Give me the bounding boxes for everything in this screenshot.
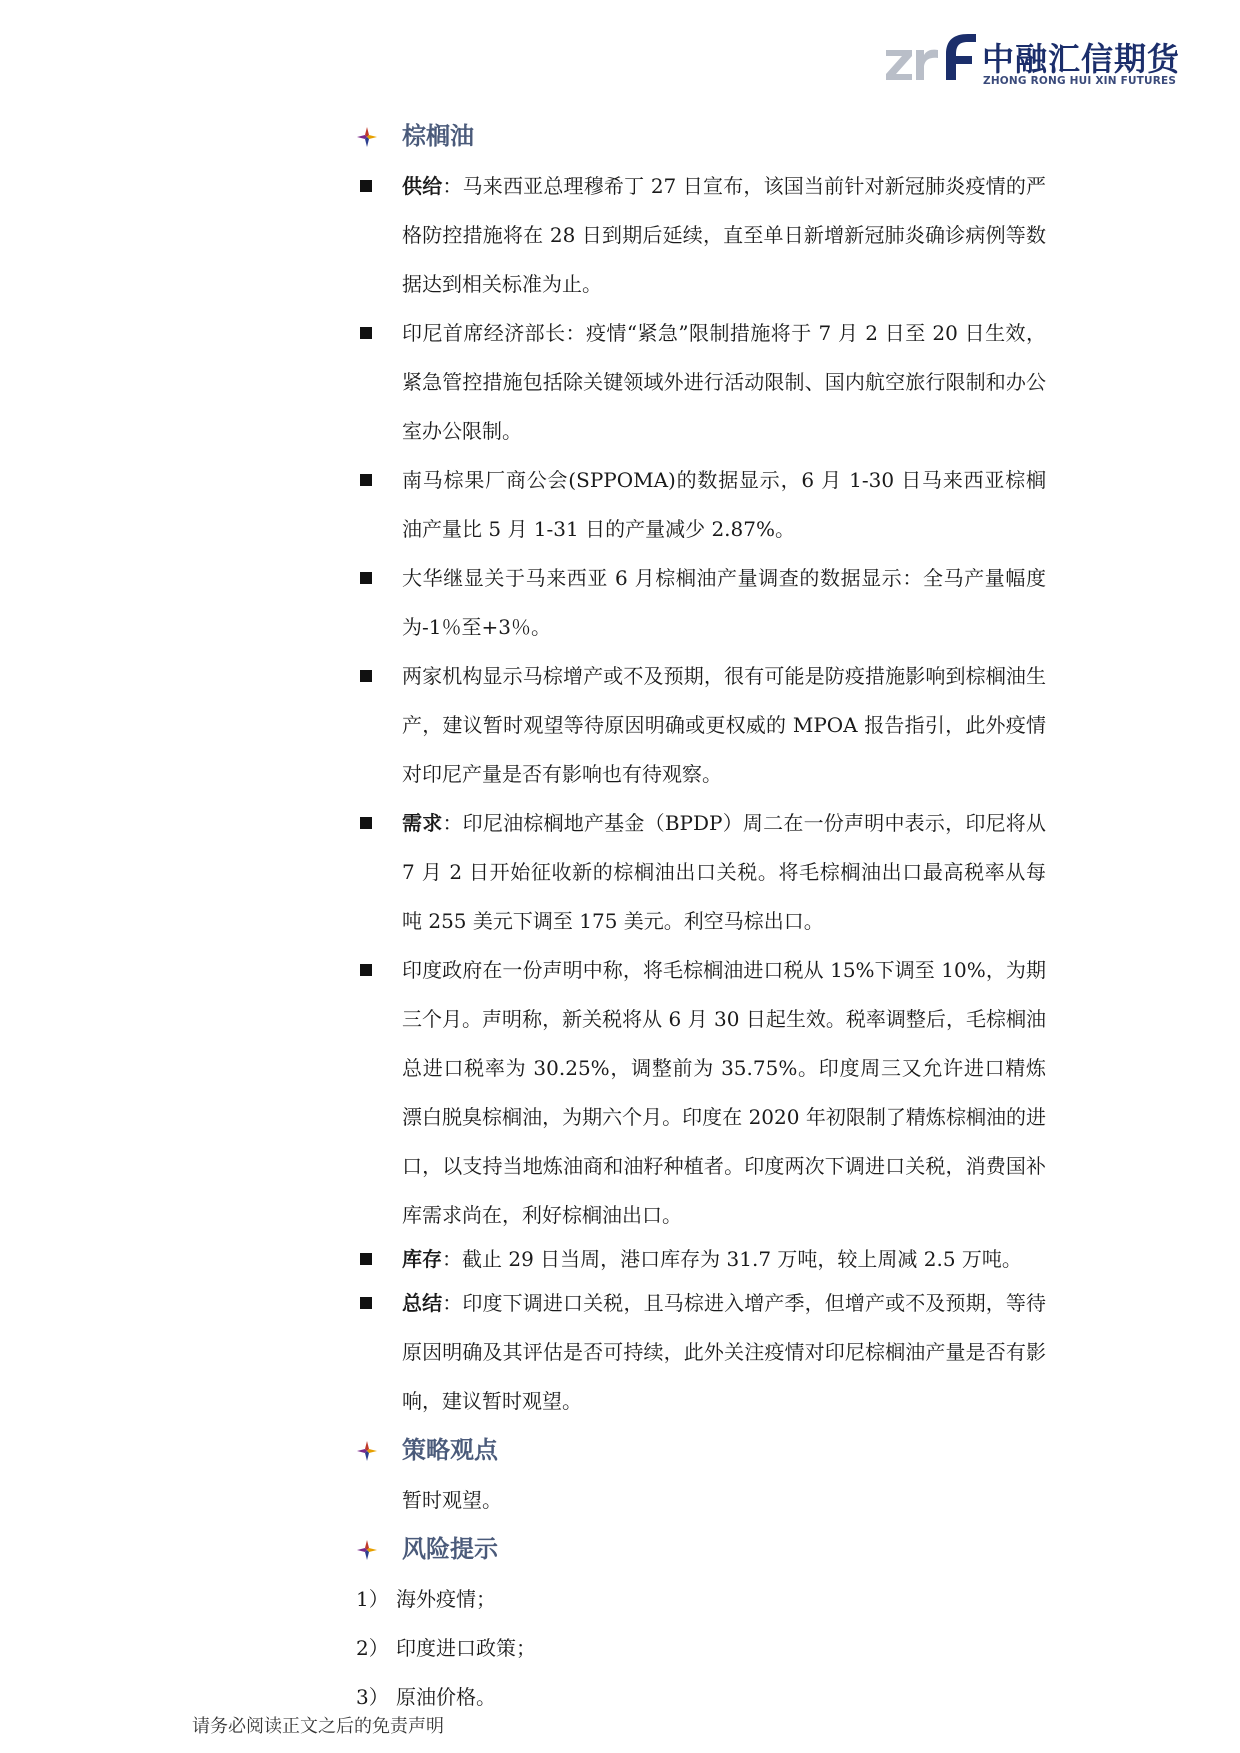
square-bullet-icon — [360, 670, 372, 682]
strategy-text: 暂时观望。 — [402, 1488, 502, 1512]
risk-item-text: 原油价格。 — [396, 1685, 496, 1709]
section-title: 策略观点 — [402, 1436, 498, 1464]
bullet-summary — [356, 1279, 1046, 1426]
company-logo — [884, 28, 1181, 92]
bullet-sep: ： — [442, 1291, 463, 1315]
square-bullet-icon — [360, 817, 372, 829]
square-bullet-icon — [360, 1297, 372, 1309]
section-heading-palm — [356, 112, 1046, 160]
bullet-text: 印度政府在一份声明中称，将毛棕榈油进口税从 15%下调至 10%，为期三个月。声明称，新关税将从 6 月 30 日起生效。税率调整后，毛棕榈油总进口税率为 30.25%，调整前为 35.75%。印度周三又允许进口精炼漂白脱臭棕榈油，为期六个月。印度在 2020 年初限制了精炼棕榈油的进口，以支持当地炼油商和油籽种植者。印度两次下调进口关税，消费国补库需求尚在，利好棕榈油出口。 — [402, 958, 1046, 1227]
bullet-inventory — [356, 1240, 1046, 1279]
bullet-label: 供给 — [402, 174, 443, 198]
logo-english-name: ZHONG RONG HUI XIN FUTURES — [983, 75, 1177, 87]
bullet-production-outlook — [356, 652, 1046, 799]
square-bullet-icon — [360, 327, 372, 339]
bullet-sppoma — [356, 456, 1046, 554]
bullet-label: 总结 — [402, 1291, 443, 1315]
square-bullet-icon — [360, 964, 372, 976]
bullet-text: 印尼首席经济部长：疫情“紧急”限制措施将于 7 月 2 日至 20 日生效，紧急管控措施包括除关键领域外进行活动限制、国内航空旅行限制和办公室办公限制。 — [402, 321, 1046, 443]
footer-disclaimer: 请务必阅读正文之后的免责声明 — [192, 1716, 444, 1737]
zrf-logo-icon — [884, 28, 980, 90]
bullet-text: 马来西亚总理穆希丁 27 日宣布，该国当前针对新冠肺炎疫情的严格防控措施将在 28 日到期后延续，直至单日新增新冠肺炎确诊病例等数据达到相关标准为止。 — [402, 174, 1047, 296]
bullet-uob-survey — [356, 554, 1046, 652]
bullet-label: 库存 — [402, 1247, 442, 1271]
risk-item — [356, 1673, 1046, 1722]
risk-item-text: 印度进口政策； — [396, 1636, 536, 1660]
risk-item-number: 2） — [356, 1636, 389, 1660]
bullet-text: 印度下调进口关税，且马棕进入增产季，但增产或不及预期，等待原因明确及其评估是否可持续，此外关注疫情对印尼棕榈油产量是否有影响，建议暂时观望。 — [402, 1291, 1047, 1413]
square-bullet-icon — [360, 1253, 372, 1265]
document-body — [356, 112, 1046, 1722]
compass-star-icon — [356, 1440, 378, 1462]
bullet-text: 南马棕果厂商公会(SPPOMA)的数据显示，6 月 1-30 日马来西亚棕榈油产量比 5 月 1-31 日的产量减少 2.87%。 — [402, 468, 1046, 541]
compass-star-icon — [356, 126, 378, 148]
section-heading-risk — [356, 1525, 1046, 1573]
risk-item-text: 海外疫情； — [396, 1587, 496, 1611]
square-bullet-icon — [360, 572, 372, 584]
bullet-text: 大华继显关于马来西亚 6 月棕榈油产量调查的数据显示：全马产量幅度为-1％至+3％。 — [402, 566, 1046, 639]
bullet-sep: ： — [442, 811, 463, 835]
compass-star-icon — [356, 1539, 378, 1561]
section-title: 风险提示 — [402, 1535, 498, 1563]
logo-chinese-name: 中融汇信期货 — [982, 40, 1181, 78]
bullet-text: 两家机构显示马棕增产或不及预期，很有可能是防疫措施影响到棕榈油生产，建议暂时观望等待原因明确或更权威的 MPOA 报告指引，此外疫情对印尼产量是否有影响也有待观察。 — [402, 664, 1046, 786]
square-bullet-icon — [360, 180, 372, 192]
bullet-supply — [356, 162, 1046, 309]
bullet-sep: ： — [442, 174, 463, 198]
risk-item — [356, 1575, 1046, 1624]
bullet-sep: ： — [442, 1247, 462, 1271]
square-bullet-icon — [360, 474, 372, 486]
section-heading-strategy — [356, 1426, 1046, 1474]
bullet-label: 需求 — [402, 811, 443, 835]
bullet-indonesia-restrictions — [356, 309, 1046, 456]
bullet-text: 印尼油棕榈地产基金（BPDP）周二在一份声明中表示，印尼将从 7 月 2 日开始征收新的棕榈油出口关税。将毛棕榈油出口最高税率从每吨 255 美元下调至 175 美元。利空马棕出口。 — [402, 811, 1046, 933]
section-title: 棕榈油 — [402, 122, 474, 150]
risk-item — [356, 1624, 1046, 1673]
bullet-demand — [356, 799, 1046, 946]
risk-item-number: 1） — [356, 1587, 389, 1611]
bullet-india-tariff — [356, 946, 1046, 1240]
bullet-text: 截止 29 日当周，港口库存为 31.7 万吨，较上周减 2.5 万吨。 — [462, 1247, 1022, 1271]
risk-item-number: 3） — [356, 1685, 389, 1709]
